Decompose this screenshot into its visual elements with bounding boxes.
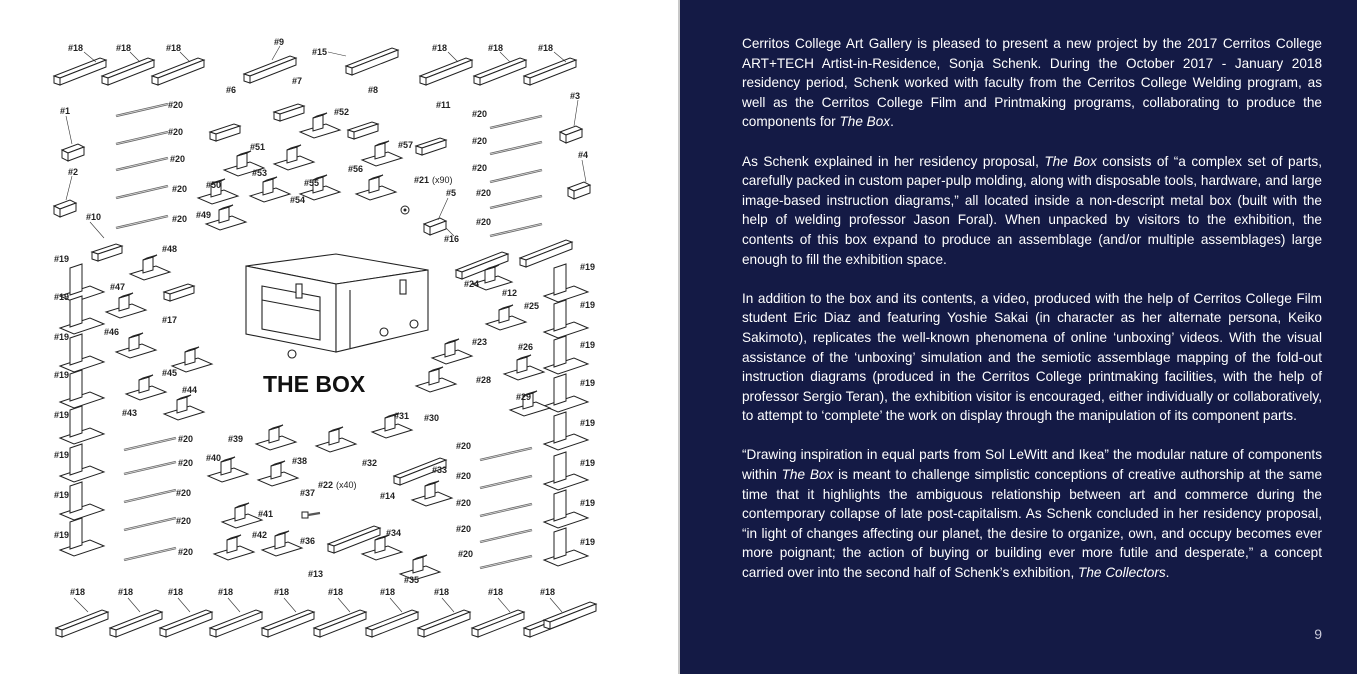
parts-diagram [0, 0, 678, 674]
label-22: #22 [318, 480, 334, 490]
label-19: #19 [54, 530, 70, 540]
italic-title: The Box [781, 467, 834, 483]
label-18: #18 [488, 587, 504, 597]
label-20: #20 [456, 441, 472, 451]
label-25: #25 [524, 301, 540, 311]
label-20: #20 [472, 109, 488, 119]
label-20: #20 [178, 434, 194, 444]
label-3: #3 [570, 91, 581, 101]
label-23: #23 [472, 337, 488, 347]
label-15: #15 [312, 47, 328, 57]
label-19: #19 [580, 418, 596, 428]
label-21: #21 [414, 175, 430, 185]
label-41: #41 [258, 509, 274, 519]
label-12: #12 [502, 288, 518, 298]
label-20: #20 [178, 547, 194, 557]
label-18: #18 [538, 43, 554, 53]
paragraph-3: In addition to the box and its contents, a video, produced with the help of Cerritos College Film student Eric Diaz and featuring Yoshie Sakai (in character as her alternate persona, Keiko Sakimoto), replicates the well-known phenomena of online ‘unboxing’ videos. With the visual assistance of the ‘unboxing’ simulation and the semiotic assemblage mapping of the fold-out instruction diagrams (produced in the Cerritos College printmaking facilities, with the help of professor Sergio Teran), the exhibition visitor is encouraged, either individually or collaboratively, to attempt to ‘complete’ the work on display through the manipulation of its component parts. [742, 290, 1322, 424]
label-49: #49 [196, 210, 212, 220]
label-55: #55 [304, 178, 320, 188]
instruction-diagram-page [0, 0, 678, 674]
text-page [680, 0, 1357, 674]
label-18: #18 [380, 587, 396, 597]
label-42: #42 [252, 530, 268, 540]
italic-title: The Box [839, 114, 891, 130]
label-19: #19 [54, 410, 70, 420]
label-19: #19 [54, 450, 70, 460]
label-16: #16 [444, 234, 460, 244]
label-43: #43 [122, 408, 138, 418]
label-6: #6 [226, 85, 237, 95]
label-54: #54 [290, 195, 306, 205]
label-18: #18 [68, 43, 84, 53]
label-10: #10 [86, 212, 102, 222]
label-18: #18 [434, 587, 450, 597]
label-45: #45 [162, 368, 178, 378]
label-20: #20 [472, 136, 488, 146]
label-19: #19 [54, 490, 70, 500]
label-37: #37 [300, 488, 316, 498]
label-56: #56 [348, 164, 364, 174]
label-36: #36 [300, 536, 316, 546]
label-20: #20 [456, 524, 472, 534]
label-28: #28 [476, 375, 492, 385]
label-19: #19 [54, 292, 70, 302]
label-4: #4 [578, 150, 589, 160]
label-19: #19 [54, 332, 70, 342]
page-number: 9 [1314, 626, 1322, 642]
label-34: #34 [386, 528, 402, 538]
label-21-qty: (x90) [432, 175, 453, 185]
diagram-title: THE BOX [263, 371, 366, 397]
label-20: #20 [172, 184, 188, 194]
label-46: #46 [104, 327, 120, 337]
label-35: #35 [404, 575, 420, 585]
label-24: #24 [464, 279, 480, 289]
label-19: #19 [54, 254, 70, 264]
label-17: #17 [162, 315, 178, 325]
label-18: #18 [70, 587, 86, 597]
hardware [302, 206, 409, 518]
label-50: #50 [206, 180, 222, 190]
label-20: #20 [178, 458, 194, 468]
label-18: #18 [118, 587, 134, 597]
beam-row-bottom [56, 602, 596, 637]
label-20: #20 [168, 127, 184, 137]
label-1: #1 [60, 106, 71, 116]
label-33: #33 [432, 465, 448, 475]
label-53: #53 [252, 168, 268, 178]
label-48: #48 [162, 244, 178, 254]
label-18: #18 [166, 43, 182, 53]
label-20: #20 [456, 471, 472, 481]
label-20: #20 [458, 549, 474, 559]
label-18: #18 [488, 43, 504, 53]
label-20: #20 [172, 214, 188, 224]
label-19: #19 [580, 458, 596, 468]
label-20: #20 [170, 154, 186, 164]
label-39: #39 [228, 434, 244, 444]
label-38: #38 [292, 456, 308, 466]
label-29: #29 [516, 392, 532, 402]
label-20: #20 [472, 163, 488, 173]
label-5: #5 [446, 188, 457, 198]
label-40: #40 [206, 453, 222, 463]
label-20: #20 [168, 100, 184, 110]
paragraph-1: Cerritos College Art Gallery is pleased to present a new project by the 2017 Cerritos College ART+TECH Artist-in-Residence, Sonja Schenk. During the October 2017 - January 2018 residency period, Schenk worked with faculty from the Cerritos College Welding program, as well as the Cerritos College Film and Printmaking programs, collaborating to produce the components for The Box. [742, 36, 1322, 130]
label-18: #18 [432, 43, 448, 53]
label-19: #19 [580, 537, 596, 547]
article-body [742, 34, 1322, 602]
label-19: #19 [580, 498, 596, 508]
label-19: #19 [54, 370, 70, 380]
paragraph-4: “Drawing inspiration in equal parts from Sol LeWitt and Ikea” the modular nature of components within The Box is meant to challenge simplistic conceptions of creative authorship at the same time that it highlights the ambiguous relationship between art and commerce during the contemporary collapse of late post-capitalism. As Schenk concluded in her residency proposal, “in light of changes affecting our planet, the desire to organize, own, and occupy becomes ever more poignant; the action of buying or building ever more futile and desperate,” a concept carried over into the second half of Schenk’s exhibition, The Collectors. [742, 447, 1323, 581]
label-19: #19 [580, 300, 596, 310]
label-44: #44 [182, 385, 198, 395]
label-11: #11 [436, 100, 451, 110]
label-18: #18 [274, 587, 290, 597]
italic-title: The Collectors [1078, 565, 1166, 581]
label-31: #31 [394, 411, 410, 421]
label-20: #20 [476, 217, 492, 227]
label-18: #18 [218, 587, 234, 597]
label-2: #2 [68, 167, 79, 177]
label-20: #20 [456, 498, 472, 508]
label-19: #19 [580, 340, 596, 350]
label-30: #30 [424, 413, 440, 423]
label-8: #8 [368, 85, 379, 95]
label-18: #18 [328, 587, 344, 597]
label-7: #7 [292, 76, 303, 86]
label-22-qty: (x40) [336, 480, 357, 490]
label-14: #14 [380, 491, 396, 501]
label-18: #18 [116, 43, 132, 53]
label-51: #51 [250, 142, 266, 152]
label-13: #13 [308, 569, 324, 579]
paragraph-2: As Schenk explained in her residency proposal, The Box consists of “a complex set of parts, carefully packed in custom paper-pulp molding, along with disposable tools, hardware, and large image-based instruction diagrams,” all located inside a non-descript metal box (built with the help of welding professor Jason Foral). When unpacked by visitors to the exhibition, the contents of this box expand to produce an assemblage (and/or multiple assemblages) large enough to fill the exhibition space. [742, 153, 1323, 267]
label-20: #20 [476, 188, 492, 198]
italic-title: The Box [1044, 153, 1097, 169]
label-57: #57 [398, 140, 414, 150]
label-19: #19 [580, 262, 596, 272]
label-9: #9 [274, 37, 285, 47]
label-20: #20 [176, 516, 192, 526]
label-47: #47 [110, 282, 126, 292]
label-32: #32 [362, 458, 378, 468]
label-19: #19 [580, 378, 596, 388]
label-26: #26 [518, 342, 534, 352]
metal-box-drawing [246, 254, 428, 358]
label-20: #20 [176, 488, 192, 498]
label-18: #18 [168, 587, 184, 597]
label-52: #52 [334, 107, 350, 117]
label-18: #18 [540, 587, 556, 597]
